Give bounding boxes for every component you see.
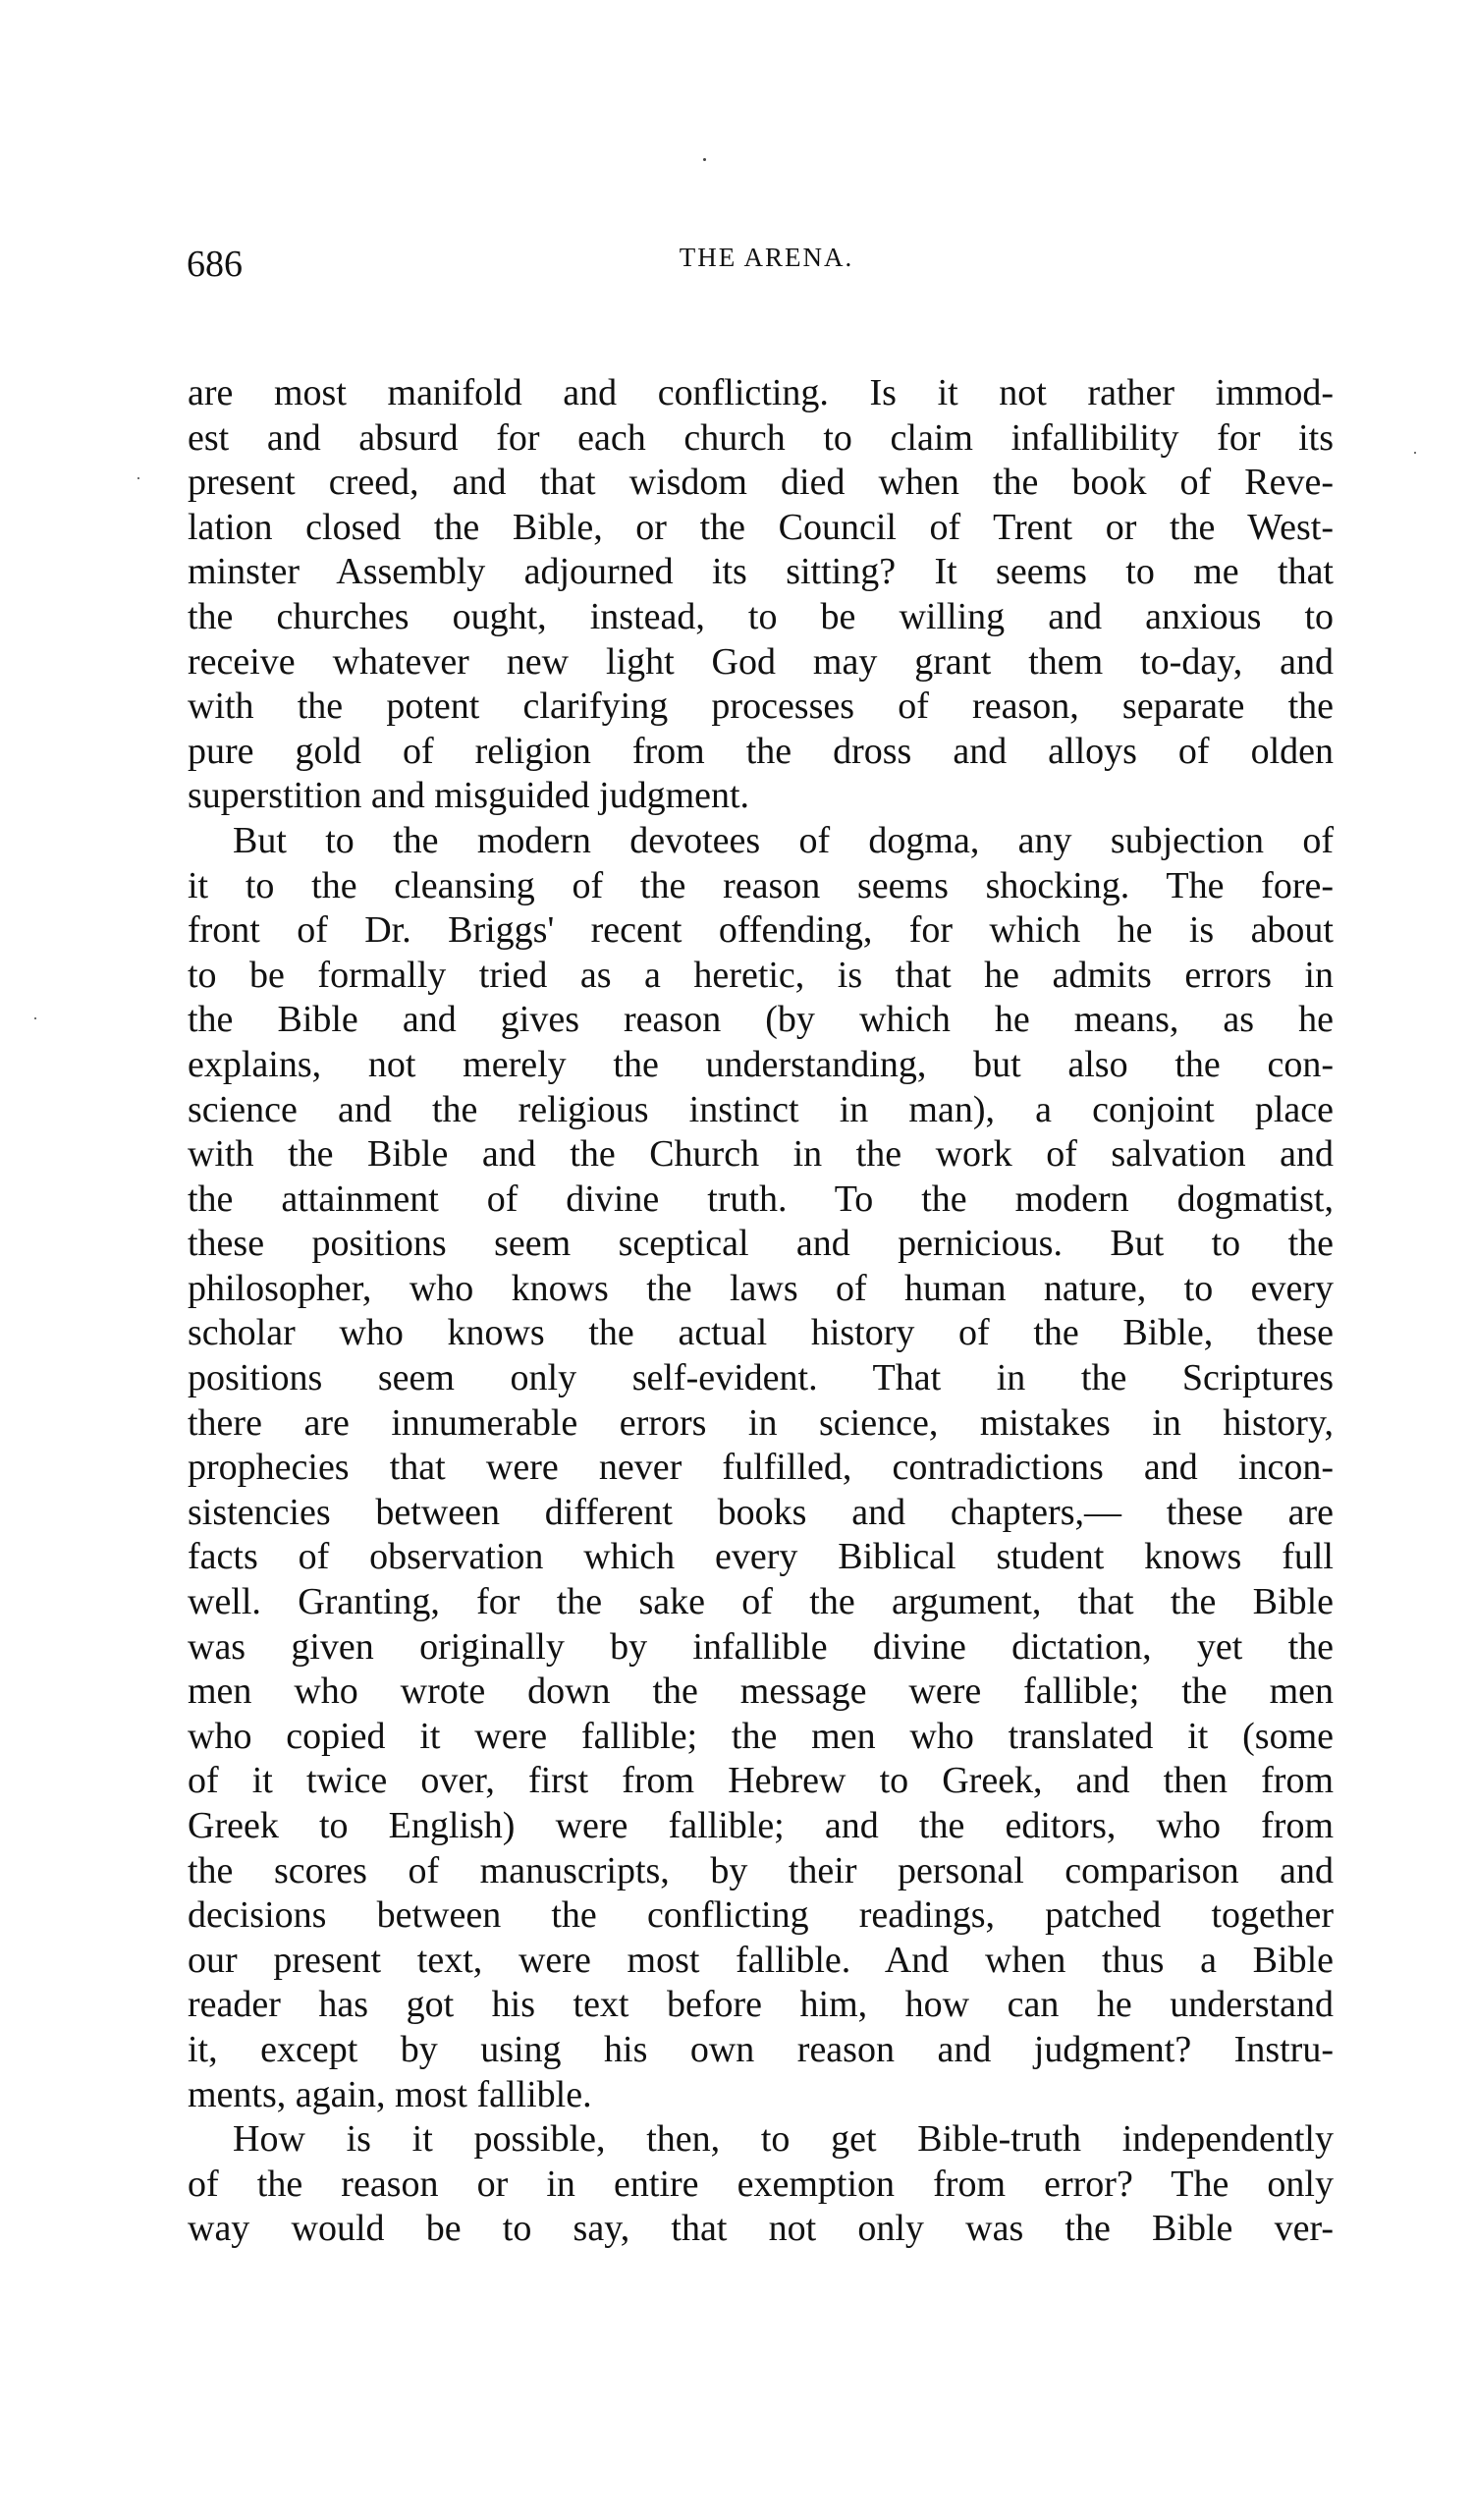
paragraph	[188, 371, 1334, 819]
page-number: 686	[187, 244, 243, 285]
text-line: explains, not merely the understanding, but also the con-	[188, 1043, 1334, 1085]
text-line: who copied it were fallible; the men who translated it (some	[188, 1715, 1334, 1757]
text-line: ments, again, most fallible.	[188, 2073, 592, 2115]
text-line: philosopher, who knows the laws of human nature, to every	[188, 1267, 1334, 1309]
text-line: scholar who knows the actual history of the Bible, these	[188, 1312, 1334, 1354]
text-line: minster Assembly adjourned its sitting? It seems to me that	[188, 551, 1334, 593]
text-line: it, except by using his own reason and judgment? Instru-	[188, 2028, 1334, 2070]
paragraph	[188, 2117, 1334, 2252]
text-line: it to the cleansing of the reason seems shocking. The fore-	[188, 864, 1334, 906]
text-line: of it twice over, first from Hebrew to Greek, and then from	[188, 1760, 1334, 1802]
text-line: superstition and misguided judgment.	[188, 775, 750, 817]
text-line: decisions between the conflicting readings, patched together	[188, 1894, 1334, 1937]
text-line: reader has got his text before him, how can he understand	[188, 1984, 1334, 2026]
text-line: How is it possible, then, to get Bible-truth independently	[233, 2118, 1334, 2161]
text-line: of the reason or in entire exemption from error? The only	[188, 2163, 1334, 2205]
text-line: the churches ought, instead, to be willing and anxious to	[188, 595, 1334, 637]
text-line: lation closed the Bible, or the Council of Trent or the West-	[188, 506, 1334, 548]
text-line: receive whatever new light God may grant them to-day, and	[188, 640, 1334, 683]
text-line: with the potent clarifying processes of reason, separate the	[188, 685, 1334, 728]
text-line: our present text, were most fallible. And when thus a Bible	[188, 1939, 1334, 1981]
text-line: facts of observation which every Biblical student knows full	[188, 1536, 1334, 1578]
text-line: the attainment of divine truth. To the modern dogmatist,	[188, 1178, 1334, 1220]
speck	[34, 1017, 36, 1019]
paragraph	[188, 819, 1334, 2117]
text-line: pure gold of religion from the dross and alloys of olden	[188, 730, 1334, 772]
running-head: THE ARENA.	[679, 243, 854, 272]
text-line: was given originally by infallible divine dictation, yet the	[188, 1625, 1334, 1668]
text-line: the scores of manuscripts, by their personal comparison and	[188, 1849, 1334, 1891]
speck	[137, 477, 139, 479]
text-line: prophecies that were never fulfilled, contradictions and incon-	[188, 1447, 1334, 1489]
text-line: positions seem only self-evident. That in the Scriptures	[188, 1357, 1334, 1399]
text-line: with the Bible and the Church in the work of salvation and	[188, 1133, 1334, 1176]
text-line: the Bible and gives reason (by which he means, as he	[188, 999, 1334, 1041]
text-line: well. Granting, for the sake of the argument, that the Bible	[188, 1581, 1334, 1623]
text-line: way would be to say, that not only was the Bible ver-	[188, 2208, 1334, 2250]
text-line: these positions seem sceptical and pernicious. But to the	[188, 1223, 1334, 1265]
speck	[703, 158, 706, 161]
text-line: But to the modern devotees of dogma, any subjection of	[233, 819, 1334, 861]
text-line: Greek to English) were fallible; and the editors, who from	[188, 1805, 1334, 1846]
text-line: science and the religious instinct in man), a conjoint place	[188, 1088, 1334, 1130]
text-line: present creed, and that wisdom died when the book of Reve-	[188, 462, 1334, 504]
speck	[1414, 452, 1416, 454]
text-line: sistencies between different books and chapters,— these are	[188, 1491, 1334, 1533]
text-line: est and absurd for each church to claim infallibility for its	[188, 416, 1334, 459]
text-line: there are innumerable errors in science, mistakes in history,	[188, 1401, 1334, 1444]
text-line: are most manifold and conflicting. Is it not rather immod-	[188, 372, 1334, 413]
text-line: front of Dr. Briggs' recent offending, for which he is about	[188, 909, 1334, 952]
text-line: men who wrote down the message were fallible; the men	[188, 1671, 1334, 1713]
body-text	[188, 371, 1334, 2252]
text-line: to be formally tried as a heretic, is that he admits errors in	[188, 954, 1334, 996]
